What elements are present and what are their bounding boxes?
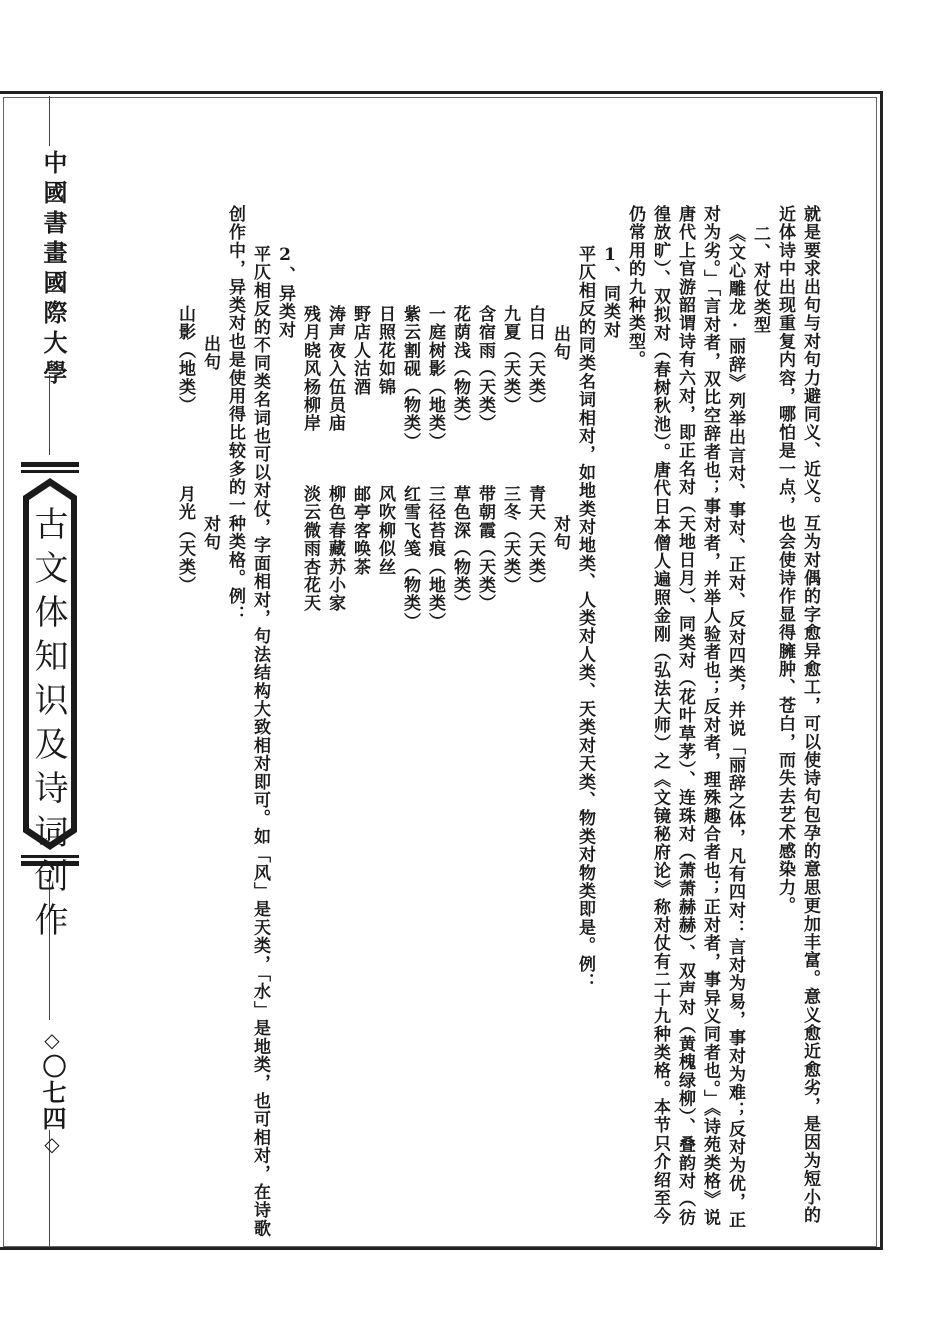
example-dui: 柳色春藏苏小家 bbox=[325, 485, 345, 613]
example-dui: 淡云微雨杏花天 bbox=[300, 485, 320, 613]
page-frame-inner bbox=[3, 97, 877, 1247]
section-heading: 二、对仗类型 bbox=[750, 225, 770, 335]
text-line: 唐代上官游韶谓诗有六对，即正名对（天地日月）、同类对（花叶草茅）、连珠对（萧萧赫赫）、双声对（黄槐绿柳）、叠韵对（彷 bbox=[675, 205, 695, 1227]
example-dui: 三冬（天类） bbox=[500, 485, 520, 595]
text-line: 平仄相反的不同类名词也可以对仗，字面相对，句法结构大致相对即可。如「风」是天类，「水」是地类，也可相对，在诗歌 bbox=[250, 245, 270, 1238]
column-label-dui: 对句 bbox=[550, 515, 570, 552]
title-bar-top bbox=[21, 462, 79, 467]
example-out: 花荫浅（物类） bbox=[450, 305, 470, 433]
diamond-icon: ◇ bbox=[40, 1132, 64, 1158]
column-label-out: 出句 bbox=[550, 325, 570, 362]
subsection-heading: 1、同类对 bbox=[600, 245, 620, 339]
text-line: 徨放旷）、双拟对（春树秋池）。唐代日本僧人遍照金刚（弘法大师）之《文镜秘府论》称对仗有二十九种类格。本节只介绍至今 bbox=[650, 205, 670, 1226]
text-line: 对为劣。」「言对者，双比空辞者也；事对者，并举人验者也；反对者，理殊趣合者也；正对者，事异义同者也。」《诗苑类格》说 bbox=[700, 205, 720, 1227]
example-out: 含宿雨（天类） bbox=[475, 305, 495, 433]
spine-rule bbox=[49, 96, 50, 146]
subsection-heading: 2、异类对 bbox=[275, 245, 295, 339]
text-line: 就是要求出句与对句力避同义、近义。互为对偶的字愈异愈工，可以使诗句包孕的意思更加丰富。意义愈近愈劣，是因为短小的 bbox=[800, 205, 820, 1225]
example-out: 山影（地类） bbox=[175, 305, 195, 415]
title-bar-top-thin bbox=[21, 470, 79, 473]
example-out: 野店人沽酒 bbox=[350, 305, 370, 396]
example-dui: 月光（天类） bbox=[175, 485, 195, 595]
text-line: 近体诗中出现重复内容，哪怕是一点，也会使诗作显得臃肿、苍白，而失去艺术感染力。 bbox=[775, 205, 795, 915]
example-dui: 三径苔痕（地类） bbox=[425, 485, 445, 631]
spine-school-name: 中國書畫國際大學 bbox=[39, 150, 68, 390]
example-out: 残月晓风杨柳岸 bbox=[300, 305, 320, 433]
page-number-text: 〇七四 bbox=[38, 1054, 67, 1132]
example-dui: 邮亭客唤茶 bbox=[350, 485, 370, 576]
example-dui: 草色深（物类） bbox=[450, 485, 470, 613]
spine-book-title: 古文体知识及诗词创作 bbox=[28, 506, 68, 946]
column-label-dui: 对句 bbox=[200, 515, 220, 552]
text-line: 平仄相反的同类名词相对，如地类对地类、人类对人类、天类对天类、物类对物类即是。例： bbox=[575, 245, 595, 992]
diamond-icon: ◇ bbox=[40, 1028, 64, 1054]
example-out: 一庭树影（地类） bbox=[425, 305, 445, 451]
example-out: 涛声夜入伍员庙 bbox=[325, 305, 345, 433]
example-dui: 青天（天类） bbox=[525, 485, 545, 595]
example-dui: 风吹柳似丝 bbox=[375, 485, 395, 576]
column-label-out: 出句 bbox=[200, 335, 220, 372]
example-out: 白日（天类） bbox=[525, 305, 545, 415]
example-out: 日照花如锦 bbox=[375, 305, 395, 396]
text-line: 创作中，异类对也是使用得比较多的一种类格。例： bbox=[225, 205, 245, 624]
example-dui: 带朝霞（天类） bbox=[475, 485, 495, 613]
text-line: 仍常用的九种类型。 bbox=[625, 205, 645, 369]
example-dui: 红雪飞笺（物类） bbox=[400, 485, 420, 631]
example-out: 紫云割砚（物类） bbox=[400, 305, 420, 451]
page-number bbox=[35, 1028, 70, 1158]
text-line: 《文心雕龙·丽辞》列举出言对、事对、正对、反对四类，并说「丽辞之体，凡有四对：言对为易，事对为难；反对为优，正 bbox=[725, 225, 745, 1229]
example-out: 九夏（天类） bbox=[500, 305, 520, 415]
